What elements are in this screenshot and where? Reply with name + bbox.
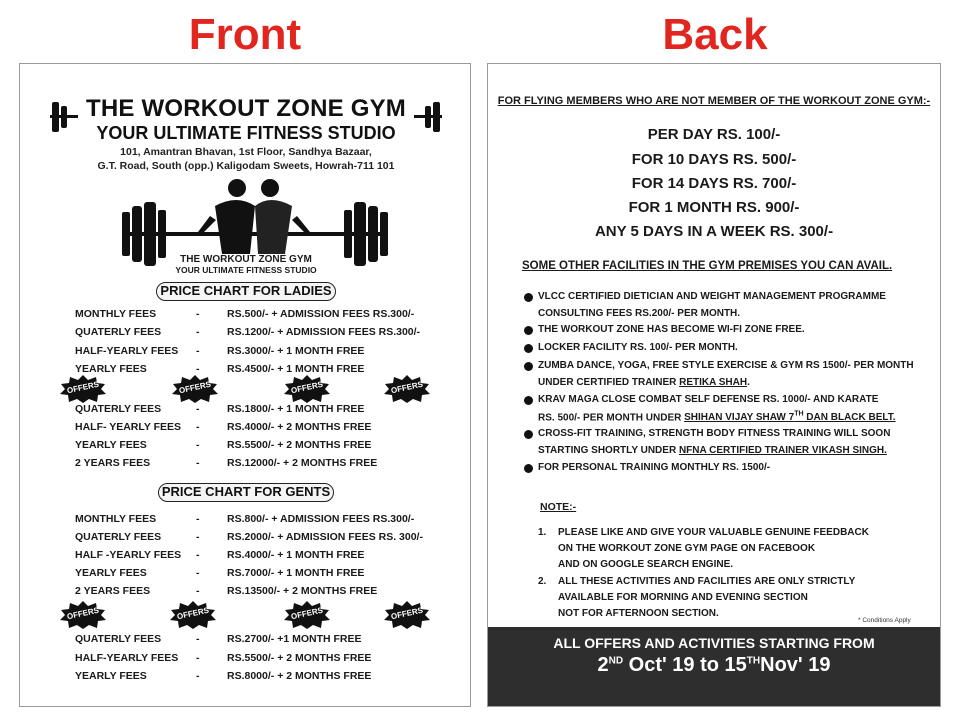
table-row bbox=[20, 670, 471, 686]
offers-badge-text: OFFERS bbox=[290, 379, 324, 396]
bullet-icon bbox=[524, 396, 533, 405]
fee-value: RS.1800/- + 1 MONTH FREE bbox=[227, 403, 365, 415]
fee-value: RS.4000/- + 2 MONTHS FREE bbox=[227, 421, 372, 433]
fee-label: 2 YEARS FEES bbox=[75, 457, 151, 469]
facilities-heading: SOME OTHER FACILITIES IN THE GYM PREMISES YOU CAN AVAIL. bbox=[522, 260, 893, 272]
banner-line-1: ALL OFFERS AND ACTIVITIES STARTING FROM bbox=[553, 635, 875, 651]
facility-text: . bbox=[747, 377, 750, 388]
ladies-price-heading: PRICE CHART FOR LADIES bbox=[156, 282, 336, 301]
flying-members-heading: FOR FLYING MEMBERS WHO ARE NOT MEMBER OF THE WORKOUT ZONE GYM:- bbox=[497, 95, 931, 107]
facility-text: UNDER CERTIFIED TRAINER bbox=[538, 377, 680, 388]
offers-badge-text: OFFERS bbox=[178, 379, 212, 396]
superscript: TH bbox=[746, 655, 761, 667]
bullet-icon bbox=[524, 344, 533, 353]
fee-value: RS.8000/- + 2 MONTHS FREE bbox=[227, 670, 372, 682]
fee-dash: - bbox=[196, 403, 200, 415]
offers-badge-icon bbox=[384, 601, 430, 629]
table-row bbox=[20, 585, 471, 601]
bullet-icon bbox=[524, 362, 533, 371]
superscript: ND bbox=[608, 655, 624, 667]
fee-dash: - bbox=[196, 549, 200, 561]
fee-label: YEARLY FEES bbox=[75, 363, 147, 375]
fee-value: RS.500/- + ADMISSION FEES RS.300/- bbox=[227, 308, 415, 320]
note-line: ON THE WORKOUT ZONE GYM PAGE ON FACEBOOK bbox=[558, 543, 816, 554]
fee-dash: - bbox=[196, 363, 200, 375]
fee-label: MONTHLY FEES bbox=[75, 308, 157, 320]
fee-label: QUATERLY FEES bbox=[75, 326, 162, 338]
trainer-name: NFNA CERTIFIED TRAINER VIKASH SINGH. bbox=[678, 445, 887, 456]
offers-badge-text: OFFERS bbox=[176, 605, 210, 622]
price-line: FOR 10 DAYS RS. 500/- bbox=[631, 151, 797, 168]
table-row bbox=[20, 457, 471, 473]
fee-label: HALF-YEARLY FEES bbox=[75, 345, 179, 357]
table-row bbox=[20, 633, 471, 649]
trainer-name-text: SHIHAN VIJAY SHAW 7 bbox=[684, 412, 795, 424]
table-row bbox=[20, 345, 471, 361]
facility-item: THE WORKOUT ZONE HAS BECOME WI-FI ZONE FREE. bbox=[538, 324, 805, 335]
fee-label: 2 YEARS FEES bbox=[75, 585, 151, 597]
offers-badge-icon bbox=[284, 375, 330, 403]
facility-item-cont bbox=[538, 377, 918, 388]
banner-date-text: Nov' 19 bbox=[760, 654, 831, 676]
facility-text: RS. 500/- PER MONTH UNDER bbox=[538, 412, 685, 424]
fee-value: RS.2700/- +1 MONTH FREE bbox=[227, 633, 362, 645]
facility-item: KRAV MAGA CLOSE COMBAT SELF DEFENSE RS. 1000/- AND KARATE bbox=[538, 394, 879, 405]
fee-value: RS.800/- + ADMISSION FEES RS.300/- bbox=[227, 513, 415, 525]
price-line: FOR 14 DAYS RS. 700/- bbox=[631, 175, 797, 192]
fee-label: YEARLY FEES bbox=[75, 567, 147, 579]
fee-value: RS.5500/- + 2 MONTHS FREE bbox=[227, 652, 372, 664]
fee-value: RS.1200/- + ADMISSION FEES RS.300/- bbox=[227, 326, 421, 338]
fee-label: HALF-YEARLY FEES bbox=[75, 652, 179, 664]
fee-value: RS.13500/- + 2 MONTHS FREE bbox=[227, 585, 378, 597]
offers-badge-text: OFFERS bbox=[390, 605, 424, 622]
trainer-name bbox=[684, 412, 895, 423]
fee-label: QUATERLY FEES bbox=[75, 633, 162, 645]
table-row bbox=[20, 652, 471, 668]
offers-badge-text: OFFERS bbox=[290, 605, 324, 622]
table-row bbox=[20, 513, 471, 529]
table-row bbox=[20, 403, 471, 419]
fee-label: HALF -YEARLY FEES bbox=[75, 549, 182, 561]
fee-label: YEARLY FEES bbox=[75, 439, 147, 451]
fee-dash: - bbox=[196, 633, 200, 645]
fee-dash: - bbox=[196, 531, 200, 543]
fee-dash: - bbox=[196, 308, 200, 320]
facility-item-cont bbox=[538, 445, 918, 456]
facility-item-cont: CONSULTING FEES RS.200/- PER MONTH. bbox=[538, 308, 741, 319]
offers-badge-icon bbox=[384, 375, 430, 403]
back-page bbox=[487, 63, 941, 707]
note-heading: NOTE:- bbox=[540, 501, 577, 513]
note-line: PLEASE LIKE AND GIVE YOUR VALUABLE GENUINE FEEDBACK bbox=[558, 527, 869, 538]
facility-item: ZUMBA DANCE, YOGA, FREE STYLE EXERCISE & GYM RS 1500/- PER MONTH bbox=[538, 360, 914, 371]
facility-item-cont bbox=[538, 411, 918, 423]
fee-dash: - bbox=[196, 421, 200, 433]
fee-value: RS.12000/- + 2 MONTHS FREE bbox=[227, 457, 378, 469]
logo-name: THE WORKOUT ZONE GYM bbox=[180, 254, 312, 265]
fee-dash: - bbox=[196, 345, 200, 357]
bullet-icon bbox=[524, 326, 533, 335]
facility-item: LOCKER FACILITY RS. 100/- PER MONTH. bbox=[538, 342, 738, 353]
logo-tagline: YOUR ULTIMATE FITNESS STUDIO bbox=[175, 265, 317, 275]
table-row bbox=[20, 549, 471, 565]
front-page bbox=[19, 63, 471, 707]
barbell-logo-icon bbox=[120, 176, 390, 266]
gents-price-heading: PRICE CHART FOR GENTS bbox=[158, 483, 334, 502]
fee-label: YEARLY FEES bbox=[75, 670, 147, 682]
offers-badge-icon bbox=[284, 601, 330, 629]
fee-value: RS.7000/- + 1 MONTH FREE bbox=[227, 567, 365, 579]
fee-value: RS.3000/- + 1 MONTH FREE bbox=[227, 345, 365, 357]
note-line: NOT FOR AFTERNOON SECTION. bbox=[558, 608, 719, 619]
gym-subtitle: YOUR ULTIMATE FITNESS STUDIO bbox=[96, 123, 396, 143]
fee-value: RS.4500/- + 1 MONTH FREE bbox=[227, 363, 365, 375]
table-row bbox=[20, 567, 471, 583]
fee-label: MONTHLY FEES bbox=[75, 513, 157, 525]
offers-badge-icon bbox=[60, 601, 106, 629]
fee-label: HALF- YEARLY FEES bbox=[75, 421, 181, 433]
price-line: FOR 1 MONTH RS. 900/- bbox=[628, 199, 800, 216]
banner-date-text: Oct' 19 to 15 bbox=[623, 654, 747, 676]
banner-dates bbox=[488, 654, 940, 677]
fee-dash: - bbox=[196, 457, 200, 469]
gym-title: THE WORKOUT ZONE GYM bbox=[78, 95, 414, 123]
fee-dash: - bbox=[196, 326, 200, 338]
fee-dash: - bbox=[196, 513, 200, 525]
price-line: ANY 5 DAYS IN A WEEK RS. 300/- bbox=[594, 223, 834, 240]
fee-value: RS.4000/- + 1 MONTH FREE bbox=[227, 549, 365, 561]
table-row bbox=[20, 326, 471, 342]
conditions-apply: * Conditions Apply bbox=[858, 617, 911, 624]
note-line: AVAILABLE FOR MORNING AND EVENING SECTION bbox=[558, 592, 808, 603]
fee-dash: - bbox=[196, 585, 200, 597]
table-row bbox=[20, 308, 471, 324]
fee-label: QUATERLY FEES bbox=[75, 403, 162, 415]
front-label: Front bbox=[188, 10, 302, 59]
banner-date-text: 2 bbox=[597, 654, 609, 676]
note-number: 2. bbox=[538, 576, 547, 587]
fee-value: RS.5500/- + 2 MONTHS FREE bbox=[227, 439, 372, 451]
fee-label: QUATERLY FEES bbox=[75, 531, 162, 543]
offers-badge-text: OFFERS bbox=[66, 379, 100, 396]
offers-badge-text: OFFERS bbox=[390, 379, 424, 396]
facility-text: STARTING SHORTLY UNDER bbox=[538, 445, 679, 456]
back-label: Back bbox=[662, 10, 768, 59]
table-row bbox=[20, 531, 471, 547]
fee-value: RS.2000/- + ADMISSION FEES RS. 300/- bbox=[227, 531, 423, 543]
facility-item: VLCC CERTIFIED DIETICIAN AND WEIGHT MANAGEMENT PROGRAMME bbox=[538, 291, 886, 302]
trainer-name: RETIKA SHAH bbox=[679, 377, 748, 388]
offers-badge-icon bbox=[172, 375, 218, 403]
note-line: ALL THESE ACTIVITIES AND FACILITIES ARE ONLY STRICTLY bbox=[558, 576, 856, 587]
offers-badge-icon bbox=[60, 375, 106, 403]
address-line-2: G.T. Road, South (opp.) Kaligodam Sweets, Howrah-711 101 bbox=[97, 160, 395, 172]
trainer-name-text: DAN BLACK BELT. bbox=[803, 412, 896, 424]
fee-dash: - bbox=[196, 670, 200, 682]
address-line-1: 101, Amantran Bhavan, 1st Floor, Sandhya Bazaar, bbox=[120, 146, 372, 158]
table-row bbox=[20, 421, 471, 437]
price-line: PER DAY RS. 100/- bbox=[647, 126, 781, 143]
offers-badge-icon bbox=[170, 601, 216, 629]
bullet-icon bbox=[524, 464, 533, 473]
note-number: 1. bbox=[538, 527, 547, 538]
superscript: TH bbox=[794, 411, 804, 418]
fee-dash: - bbox=[196, 652, 200, 664]
facility-item: CROSS-FIT TRAINING, STRENGTH BODY FITNESS TRAINING WILL SOON bbox=[538, 428, 891, 439]
table-row bbox=[20, 439, 471, 455]
offer-dates-banner bbox=[488, 627, 940, 707]
fee-dash: - bbox=[196, 439, 200, 451]
facility-item: FOR PERSONAL TRAINING MONTHLY RS. 1500/- bbox=[538, 462, 771, 473]
fee-dash: - bbox=[196, 567, 200, 579]
bullet-icon bbox=[524, 293, 533, 302]
offers-badge-text: OFFERS bbox=[66, 605, 100, 622]
note-line: AND ON GOOGLE SEARCH ENGINE. bbox=[558, 559, 734, 570]
bullet-icon bbox=[524, 430, 533, 439]
